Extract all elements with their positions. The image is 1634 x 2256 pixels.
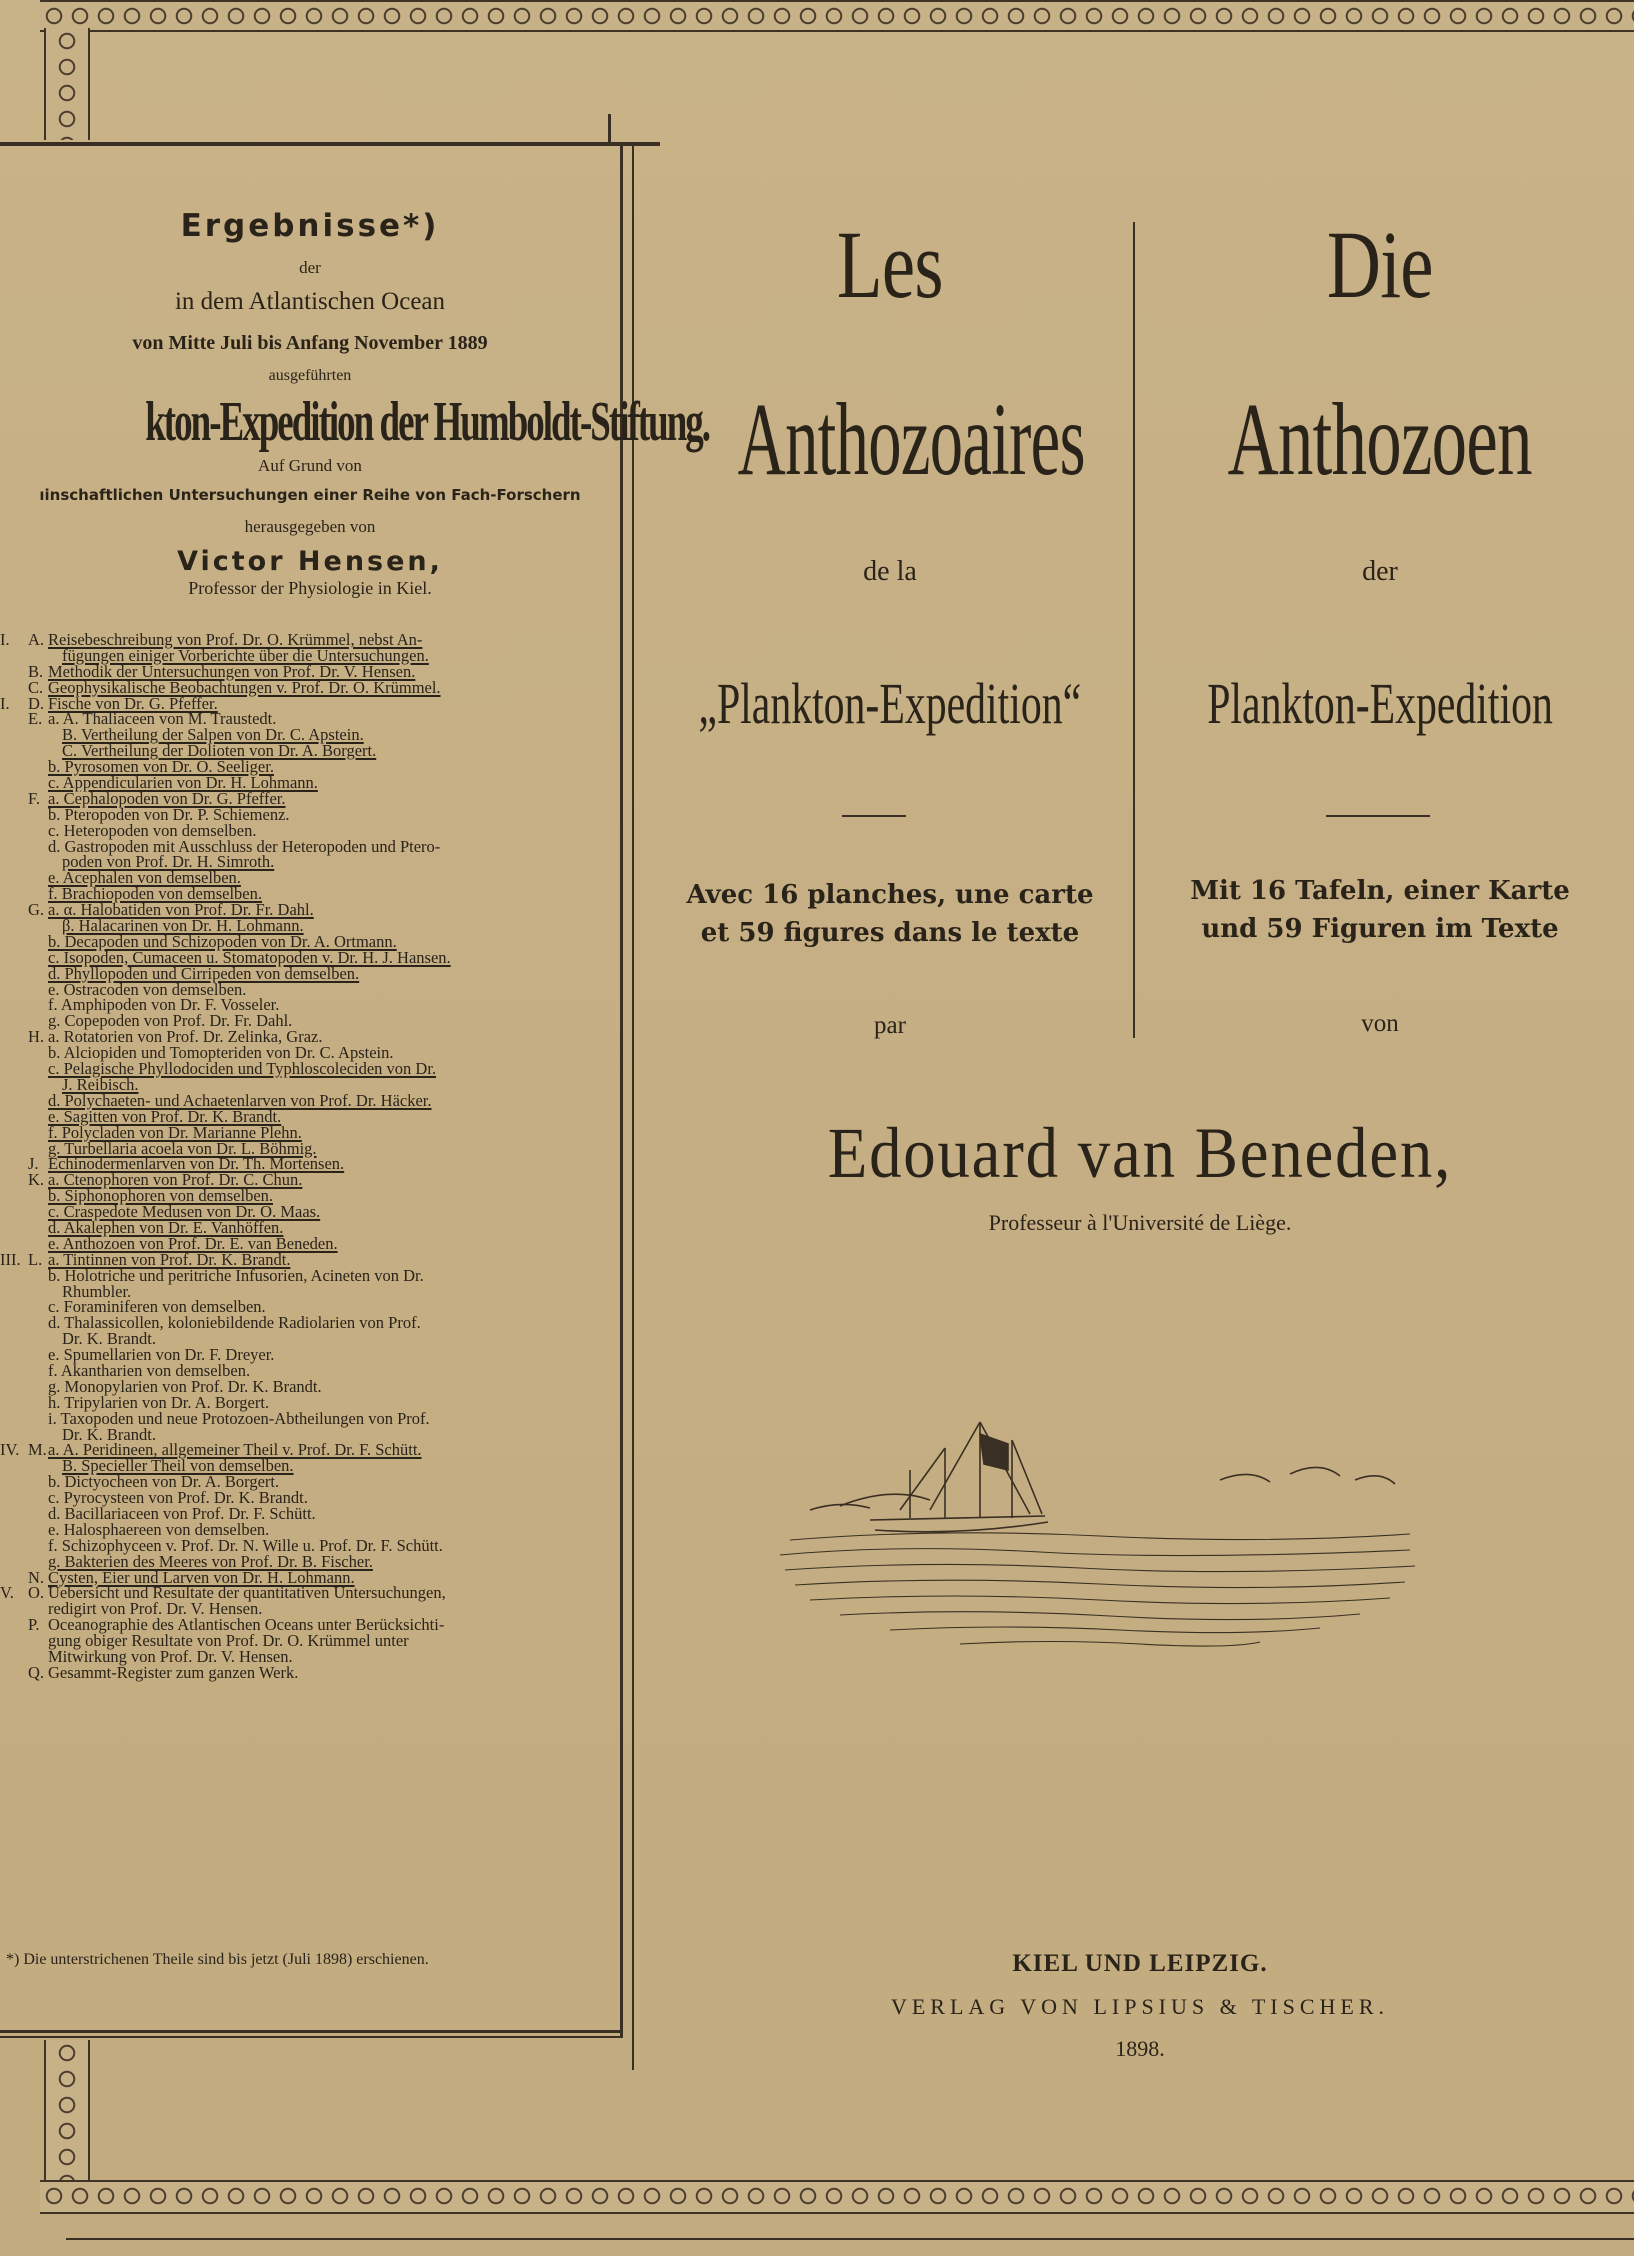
series-item-section: G. (28, 900, 45, 920)
series-item-section: A. (28, 630, 45, 649)
title-der: der (1362, 556, 1398, 587)
series-item-text: a. A. Thaliaceen von M. Traustedt. (48, 709, 277, 729)
series-item-section: H. (28, 1027, 45, 1047)
series-contents-list (0, 632, 610, 1681)
series-item-text: i. Taxopoden und neue Protozoen-Abtheilungen von Prof. (48, 1408, 430, 1428)
ship-vignette-illustration (780, 1410, 1420, 1660)
series-item-text: c. Heteropoden von demselben. (48, 820, 257, 840)
series-item-text: B. Specieller Theil von demselben. (62, 1456, 294, 1476)
series-item-section: Q. (28, 1662, 45, 1682)
series-item-text: b. Holotriche und peritriche Infusorien, Acineten von Dr. (48, 1265, 424, 1285)
title-anthozoen (1130, 380, 1630, 500)
series-item-text: b. Decapoden und Schizopoden von Dr. A. Ortmann. (48, 931, 397, 951)
frame-rule (66, 2238, 1634, 2240)
title-die (1130, 210, 1630, 320)
series-item-text: e. Anthozoen von Prof. Dr. E. van Beneden. (48, 1233, 338, 1253)
sea-hatching (780, 1533, 1415, 1646)
ornamental-border-left-top (44, 28, 90, 140)
series-item-text: Oceanographie des Atlantischen Oceans unter Berücksichti- (48, 1615, 445, 1635)
series-item-text: e. Ostracoden von demselben. (48, 979, 247, 999)
ad-ausgefuehrt: ausgeführten (268, 367, 352, 384)
series-item-text: a. α. Halobatiden von Prof. Dr. Fr. Dahl. (48, 900, 314, 920)
series-item-text: Gesammt-Register zum ganzen Werk. (48, 1662, 299, 1682)
series-item-text: b. Pteropoden von Dr. P. Schiemenz. (48, 804, 290, 824)
series-item-text: b. Dictyocheen von Dr. A. Borgert. (48, 1472, 280, 1492)
series-item-part: I. (0, 630, 10, 649)
series-item-text: Geophysikalische Beobachtungen v. Prof. Dr. O. Krümmel. (48, 677, 441, 697)
series-item-text: e. Acephalen von demselben. (48, 868, 241, 888)
planches-line1: Avec 16 planches, une carte (686, 880, 1094, 910)
title-par: par (874, 1012, 906, 1039)
series-item-section: D. (28, 693, 45, 713)
ship-sail (980, 1434, 1008, 1470)
series-item-text: a. Tintinnen von Prof. Dr. K. Brandt. (48, 1249, 291, 1269)
ship-rigging (900, 1422, 1042, 1514)
series-item-part: III. (0, 1249, 21, 1269)
title-anthozoaires-text: Anthozoaires (737, 382, 1085, 497)
series-item-text: c. Pyrocysteen von Prof. Dr. K. Brandt. (48, 1488, 308, 1508)
series-item-text: Fische von Dr. G. Pfeffer. (48, 693, 218, 713)
series-item-text: c. Craspedote Medusen von Dr. O. Maas. (48, 1202, 321, 1222)
series-item-text: b. Alciopiden und Tomopteriden von Dr. C. Apstein. (48, 1043, 394, 1063)
series-item-text: e. Halosphaereen von demselben. (48, 1519, 270, 1539)
ad-dates: von Mitte Juli bis Anfang November 1889 (132, 332, 488, 354)
series-item-text: d. Gastropoden mit Ausschluss der Heteropoden und Ptero- (48, 836, 441, 856)
series-item-text: redigirt von Prof. Dr. V. Hensen. (48, 1599, 263, 1619)
series-item-text: b. Pyrosomen von Dr. O. Seeliger. (48, 757, 274, 777)
author-name (660, 1112, 1620, 1195)
ad-ocean: in dem Atlantischen Ocean (174, 288, 446, 315)
series-item-text: d. Phyllopoden und Cirripeden von demselben. (48, 963, 360, 983)
title-rule-de (1326, 815, 1430, 817)
title-die-text: Die (1327, 211, 1433, 318)
series-item-text: a. Rotatorien von Prof. Dr. Zelinka, Graz. (48, 1027, 323, 1047)
series-item-text: Rhumbler. (62, 1281, 132, 1301)
series-item-text: c. Foraminiferen von demselben. (48, 1297, 266, 1317)
ornamental-border-bottom (40, 2180, 1634, 2214)
series-item-part: V. (0, 1583, 14, 1603)
title-anthozoaires (640, 380, 1140, 500)
ad-expedition-title (0, 390, 710, 454)
series-item-part: IV. (0, 1440, 20, 1460)
series-item-text: Cysten, Eier und Larven von Dr. H. Lohmann. (48, 1567, 355, 1587)
title-plankton-fr (620, 670, 1160, 737)
tafeln-line1: Mit 16 Tafeln, einer Karte (1190, 876, 1570, 906)
footnote: *) Die unterstrichenen Theile sind bis jetzt (Juli 1898) erschienen. (6, 1951, 429, 1968)
series-item-section: J. (28, 1154, 39, 1174)
series-item-text: f. Brachiopoden von demselben. (48, 884, 262, 904)
series-item-text: d. Polychaeten- und Achaetenlarven von Prof. Dr. Häcker. (48, 1090, 432, 1110)
series-item-text: e. Spumellarien von Dr. F. Dreyer. (48, 1345, 275, 1365)
title-de-la: de la (863, 556, 917, 587)
ornamental-border-left-bottom (44, 2040, 90, 2180)
series-item-text: a. A. Peridineen, allgemeiner Theil v. Prof. Dr. F. Schütt. (48, 1440, 422, 1460)
ad-editor: Victor Hensen, (177, 546, 443, 577)
tafeln-line2: und 59 Figuren im Texte (1201, 914, 1559, 944)
series-item-part: I. (0, 693, 10, 713)
ad-der: der (299, 258, 321, 277)
series-item-text: g. Monopylarien von Prof. Dr. K. Brandt. (48, 1376, 322, 1396)
frame-rule (608, 114, 611, 144)
title-les-text: Les (837, 211, 943, 318)
series-item (0, 1662, 610, 1682)
series-item-text: f. Polycladen von Dr. Marianne Plehn. (48, 1122, 302, 1142)
ship-smoke (810, 1494, 930, 1510)
series-item-text: g. Bakterien des Meeres von Prof. Dr. B. Fischer. (48, 1551, 373, 1571)
title-anthozoen-text: Anthozoen (1227, 382, 1533, 497)
series-item-section: K. (28, 1170, 45, 1190)
imprint-place: KIEL UND LEIPZIG. (1012, 1950, 1268, 1977)
series-item-text: f. Amphipoden von Dr. F. Vosseler. (48, 995, 280, 1015)
series-item-text: a. Cephalopoden von Dr. G. Pfeffer. (48, 788, 286, 808)
title-von: von (1361, 1010, 1399, 1037)
series-item-section: B. (28, 661, 44, 681)
title-plankton-de (1130, 670, 1630, 737)
series-item-text: a. Ctenophoren von Prof. Dr. C. Chun. (48, 1170, 303, 1190)
series-item-text: C. Vertheilung der Dolioten von Dr. A. Borgert. (62, 741, 377, 761)
ship-hull-bottom (875, 1522, 1048, 1532)
series-item-text: f. Schizophyceen v. Prof. Dr. N. Wille u. Prof. Dr. F. Schütt. (48, 1535, 443, 1555)
series-item-text: g. Turbellaria acoela von Dr. L. Böhmig. (48, 1138, 317, 1158)
ship-masts (910, 1422, 1012, 1518)
series-item-text: poden von Prof. Dr. H. Simroth. (62, 852, 275, 872)
ad-untersuchungen: ıinschaftlichen Untersuchungen einer Reihe von Fach-Forschern (39, 486, 581, 504)
ad-heading: Ergebnisse*) (180, 208, 440, 244)
series-item-text: c. Pelagische Phyllodociden und Typhloscoleciden von Dr. (48, 1059, 437, 1079)
ornamental-border-top (40, 0, 1634, 32)
series-item-section: O. (28, 1583, 45, 1603)
title-plankton-de-text: Plankton-Expedition (1207, 671, 1553, 736)
series-item-section: P. (28, 1615, 40, 1635)
series-item-text: Echinodermenlarven von Dr. Th. Mortensen. (48, 1154, 345, 1174)
imprint-year: 1898. (1115, 2036, 1165, 2061)
ad-auf-grund: Auf Grund von (258, 456, 362, 475)
series-item-text: Methodik der Untersuchungen von Prof. Dr. V. Hensen. (48, 661, 416, 681)
series-item-text: b. Siphonophoren von demselben. (48, 1186, 274, 1206)
series-item-text: B. Vertheilung der Salpen von Dr. C. Apstein. (62, 725, 364, 745)
series-item-text: Uebersicht und Resultate der quantitativen Untersuchungen, (48, 1583, 446, 1603)
series-item-text: d. Bacillariaceen von Prof. Dr. F. Schütt. (48, 1503, 316, 1523)
series-item-section: N. (28, 1567, 45, 1587)
ad-editor-title: Professor der Physiologie in Kiel. (188, 578, 432, 598)
title-rule-fr (842, 815, 906, 817)
series-item-text: J. Reibisch. (62, 1074, 139, 1094)
series-item-text: h. Tripylarien von Dr. A. Borgert. (48, 1392, 270, 1412)
series-item-text: Dr. K. Brandt. (62, 1424, 156, 1444)
imprint-publisher: VERLAG VON LIPSIUS & TISCHER. (890, 1994, 1390, 2019)
series-item-text: Reisebeschreibung von Prof. Dr. O. Krümmel, nebst An- (48, 630, 423, 649)
series-item-text: c. Appendicularien von Dr. H. Lohmann. (48, 773, 318, 793)
series-item-section: C. (28, 677, 44, 697)
ad-expedition-text: kton-Expedition der Humboldt-Stiftung. (145, 391, 710, 453)
series-item-text: Mitwirkung von Prof. Dr. V. Hensen. (48, 1647, 293, 1666)
series-item-text: d. Akalephen von Dr. E. Vanhöffen. (48, 1217, 284, 1237)
series-item-text: c. Isopoden, Cumaceen u. Stomatopoden v. Dr. H. J. Hansen. (48, 947, 451, 967)
series-item-text: fügungen einiger Vorberichte über die Untersuchungen. (62, 645, 429, 665)
planches-line2: et 59 figures dans le texte (700, 918, 1080, 948)
ship-hull-line (870, 1516, 1045, 1520)
series-item-section: F. (28, 788, 40, 808)
series-item-text: e. Sagitten von Prof. Dr. K. Brandt. (48, 1106, 282, 1126)
frame-rule (0, 2036, 620, 2038)
series-item-text: gung obiger Resultate von Prof. Dr. O. Krümmel unter (48, 1631, 409, 1651)
title-plankton-fr-text: „Plankton-Expedition“ (698, 671, 1082, 736)
distant-waves (1220, 1467, 1395, 1484)
author-title: Professeur à l'Université de Liège. (988, 1210, 1292, 1235)
title-les (640, 210, 1140, 320)
series-item-section: L. (28, 1249, 43, 1269)
series-item-section: M. (28, 1440, 47, 1460)
frame-rule (0, 2030, 620, 2033)
frame-rule (0, 142, 660, 146)
series-item-text: f. Akantharien von demselben. (48, 1360, 251, 1380)
series-item-text: d. Thalassicollen, koloniebildende Radiolarien von Prof. (48, 1313, 421, 1333)
author-name-text: Edouard van Beneden, (827, 1113, 1453, 1193)
series-item-text: Dr. K. Brandt. (62, 1329, 156, 1349)
series-item-section: E. (28, 709, 43, 729)
ad-herausgegeben: herausgegeben von (244, 517, 376, 536)
series-item-text: g. Copepoden von Prof. Dr. Fr. Dahl. (48, 1011, 293, 1031)
series-item-text: β. Halacarinen von Dr. H. Lohmann. (62, 916, 304, 936)
